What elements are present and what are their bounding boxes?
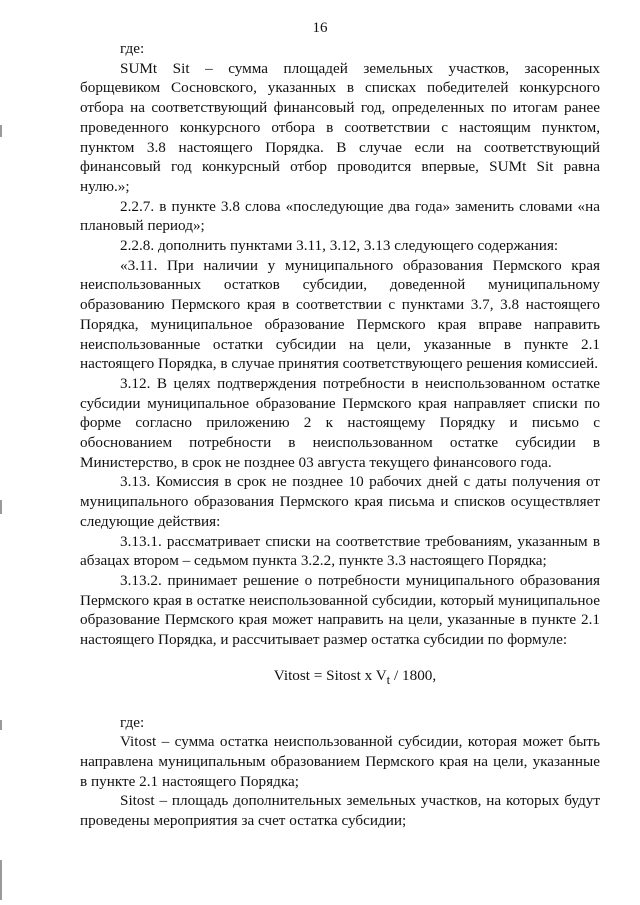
- formula: [80, 666, 600, 691]
- scan-edge-mark: [0, 500, 2, 514]
- paragraph-2-2-7: 2.2.7. в пункте 3.8 слова «последующие два года» заменить словами «на плановый период»;: [80, 197, 600, 235]
- formula-subscript: t: [386, 672, 391, 687]
- page-number: 16: [312, 20, 328, 36]
- formula-rhs: / 1800,: [390, 666, 437, 684]
- paragraph-3-13-2: 3.13.2. принимает решение о потребности муниципального образования Пермского края в остатке неиспользованной субсидии, который муниципальное образование Пермского края может направить на цели, указанные в пункте 2.1 настоящего Порядка, и рассчитывает размер остатка субсидии по формуле:: [80, 571, 600, 649]
- where-label: где:: [120, 713, 145, 731]
- scan-edge-mark: [0, 125, 2, 137]
- paragraph-2-2-8: 2.2.8. дополнить пунктами 3.11, 3.12, 3.13 следующего содержания:: [120, 237, 559, 255]
- paragraph-3-12: 3.12. В целях подтверждения потребности в неиспользованном остатке субсидии муниципальное образование Пермского края направляет списки по форме согласно приложению 2 к настоящему Порядку и письмо с обоснованием потребности в неиспользованном остатке субсидии в Министерство, в срок не позднее 03 августа текущего финансового года.: [80, 374, 600, 471]
- document-body: [80, 39, 600, 831]
- paragraph-3-13: 3.13. Комиссия в срок не позднее 10 рабочих дней с даты получения от муниципального образования Пермского края письма и списков осуществляет следующие действия:: [80, 473, 600, 530]
- paragraph-sumt: SUMt Sit – сумма площадей земельных участков, засоренных борщевиком Сосновского, указанных в списках победителей конкурсного отбора на соответствующий финансовый год, определенных по итогам ранее проведенного конкурсного отбора в соответствии с настоящим пунктом, пунктом 3.8 настоящего Порядка. В случае если на соответствующий финансовый год конкурсный отбор проводится впервые, SUMt Sit равна нулю.»;: [80, 59, 600, 195]
- scan-edge-mark: [0, 860, 2, 900]
- paragraph-vitost: Vitost – сумма остатка неиспользованной субсидии, которая может быть направлена муниципальным образованием Пермского края на цели, указанные в пункте 2.1 настоящего Порядка;: [80, 733, 600, 790]
- where-label: где:: [120, 40, 145, 57]
- paragraph-sitost: Sitost – площадь дополнительных земельных участков, на которых будут проведены мероприятия за счет остатка субсидии;: [80, 792, 600, 830]
- scan-edge-mark: [0, 720, 2, 730]
- formula-lhs: Vitost = Sitost x V: [273, 666, 387, 684]
- paragraph-3-13-1: 3.13.1. рассматривает списки на соответствие требованиям, указанным в абзацах втором – седьмом пункта 3.2.2, пункте 3.3 настоящего Порядка;: [80, 532, 600, 570]
- paragraph-3-11: «3.11. При наличии у муниципального образования Пермского края неиспользованных остатков субсидии, доведенной муниципальному образованию Пермского края в соответствии с пунктами 3.7, 3.8 настоящего Порядка, муниципальное образование Пермского края вправе направить неиспользованные остатки субсидии на цели, указанные в пункте 2.1 настоящего Порядка, в случае принятия соответствующего решения комиссией.: [80, 256, 600, 373]
